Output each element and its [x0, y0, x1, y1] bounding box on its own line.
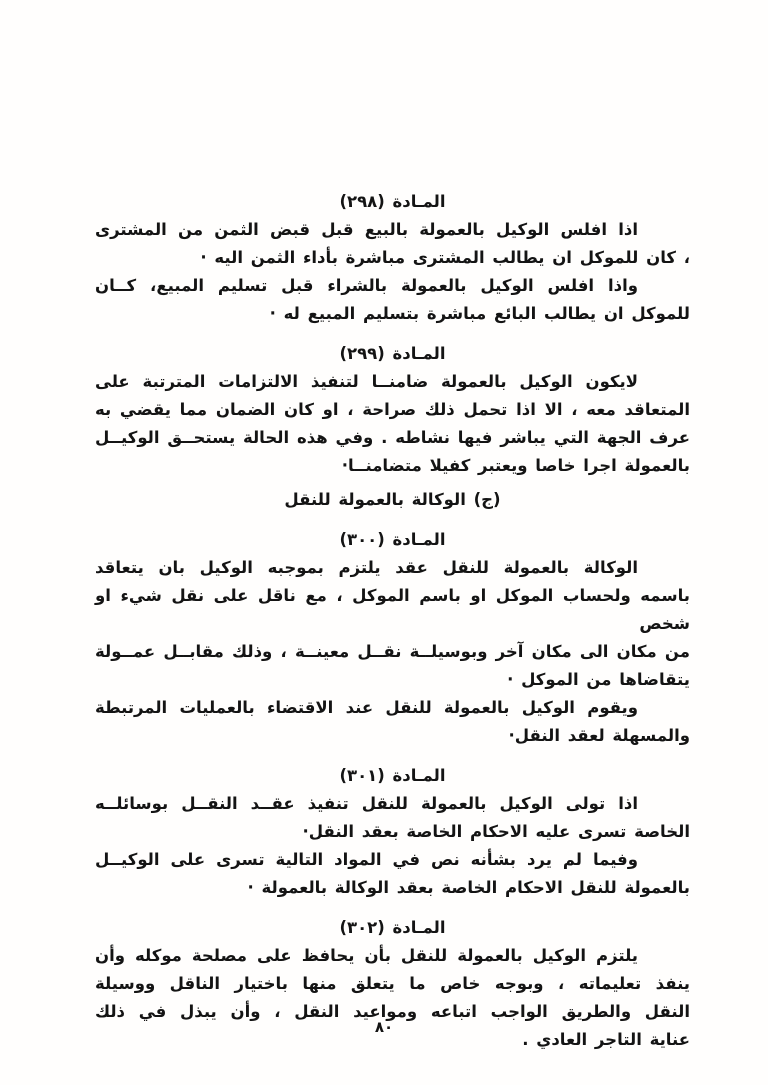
paragraph	[95, 790, 690, 846]
text-line: للموكل ان يطالب البائع مباشرة بتسليم المبيع له ·	[269, 304, 690, 323]
text-line: المتعاقد معه ، الا اذا تحمل ذلك صراحة ، او كان الضمان مما يقضي به	[95, 400, 690, 419]
paragraph	[95, 216, 690, 272]
article-heading: المـادة (٣٠٢)	[339, 918, 446, 937]
paragraph	[95, 694, 690, 750]
text-line: اذا تولى الوكيل بالعمولة للنقل تنفيذ عقــد النقــل بوسائلــه	[95, 794, 638, 813]
text-line: والمسهلة لعقد النقل·	[508, 726, 690, 745]
text-line: باسمه ولحساب الموكل او باسم الموكل ، مع ناقل على نقل شيء او شخص	[95, 586, 690, 633]
document-body	[95, 0, 690, 1054]
article-heading: المـادة (٣٠٠)	[339, 530, 446, 549]
text-line: وفيما لم يرد بشأنه نص في المواد التالية تسرى على الوكيــل	[95, 850, 638, 869]
paragraph	[95, 368, 690, 480]
text-line: اذا افلس الوكيل بالعمولة بالبيع قبل قبض الثمن من المشترى	[95, 220, 638, 239]
paragraph	[95, 272, 690, 328]
text-line: ويقوم الوكيل بالعمولة للنقل عند الاقتضاء بالعمليات المرتبطة	[95, 698, 638, 717]
text-line: الوكالة بالعمولة للنقل عقد يلتزم بموجبه الوكيل بان يتعاقد	[95, 558, 638, 577]
text-line: بالعمولة اجرا خاصا ويعتبر كفيلا متضامنــا·	[341, 456, 690, 475]
text-line: النقل والطريق الواجب اتباعه ومواعيد النقل ، وأن يبذل في ذلك	[95, 1002, 690, 1021]
article-heading: المـادة (٢٩٨)	[339, 192, 446, 211]
paragraph	[95, 846, 690, 902]
text-line: من مكان الى مكان آخر وبوسيلــة نقــل معينــة ، وذلك مقابــل عمــولة	[95, 642, 690, 661]
text-line: الخاصة تسرى عليه الاحكام الخاصة بعقد النقل·	[302, 822, 690, 841]
paragraph	[95, 942, 690, 1054]
text-line: عرف الجهة التي يباشر فيها نشاطه . وفي هذه الحالة يستحــق الوكيــل	[95, 428, 690, 447]
text-line: ينفذ تعليماته ، وبوجه خاص ما يتعلق منها باختيار الناقل ووسيلة	[95, 974, 690, 993]
text-line: ، كان للموكل ان يطالب المشترى مباشرة بأداء الثمن اليه ·	[200, 248, 690, 267]
text-line: لايكون الوكيل بالعمولة ضامنــا لتنفيذ الالتزامات المترتبة على	[95, 372, 638, 391]
page-number: ٨٠	[374, 1018, 394, 1036]
text-line: واذا افلس الوكيل بالعمولة بالشراء قبل تسليم المبيع، كــان	[95, 276, 638, 295]
text-line: يتقاضاها من الموكل ·	[507, 670, 690, 689]
paragraph	[95, 554, 690, 694]
text-line: يلتزم الوكيل بالعمولة للنقل بأن يحافظ على مصلحة موكله وأن	[95, 946, 638, 965]
section-heading: (ج) الوكالة بالعمولة للنقل	[284, 490, 501, 509]
text-line: بالعمولة للنقل الاحكام الخاصة بعقد الوكالة بالعمولة ·	[247, 878, 690, 897]
text-line: عناية التاجر العادي .	[522, 1030, 690, 1049]
article-heading: المـادة (٢٩٩)	[339, 344, 446, 363]
article-heading: المـادة (٣٠١)	[339, 766, 446, 785]
